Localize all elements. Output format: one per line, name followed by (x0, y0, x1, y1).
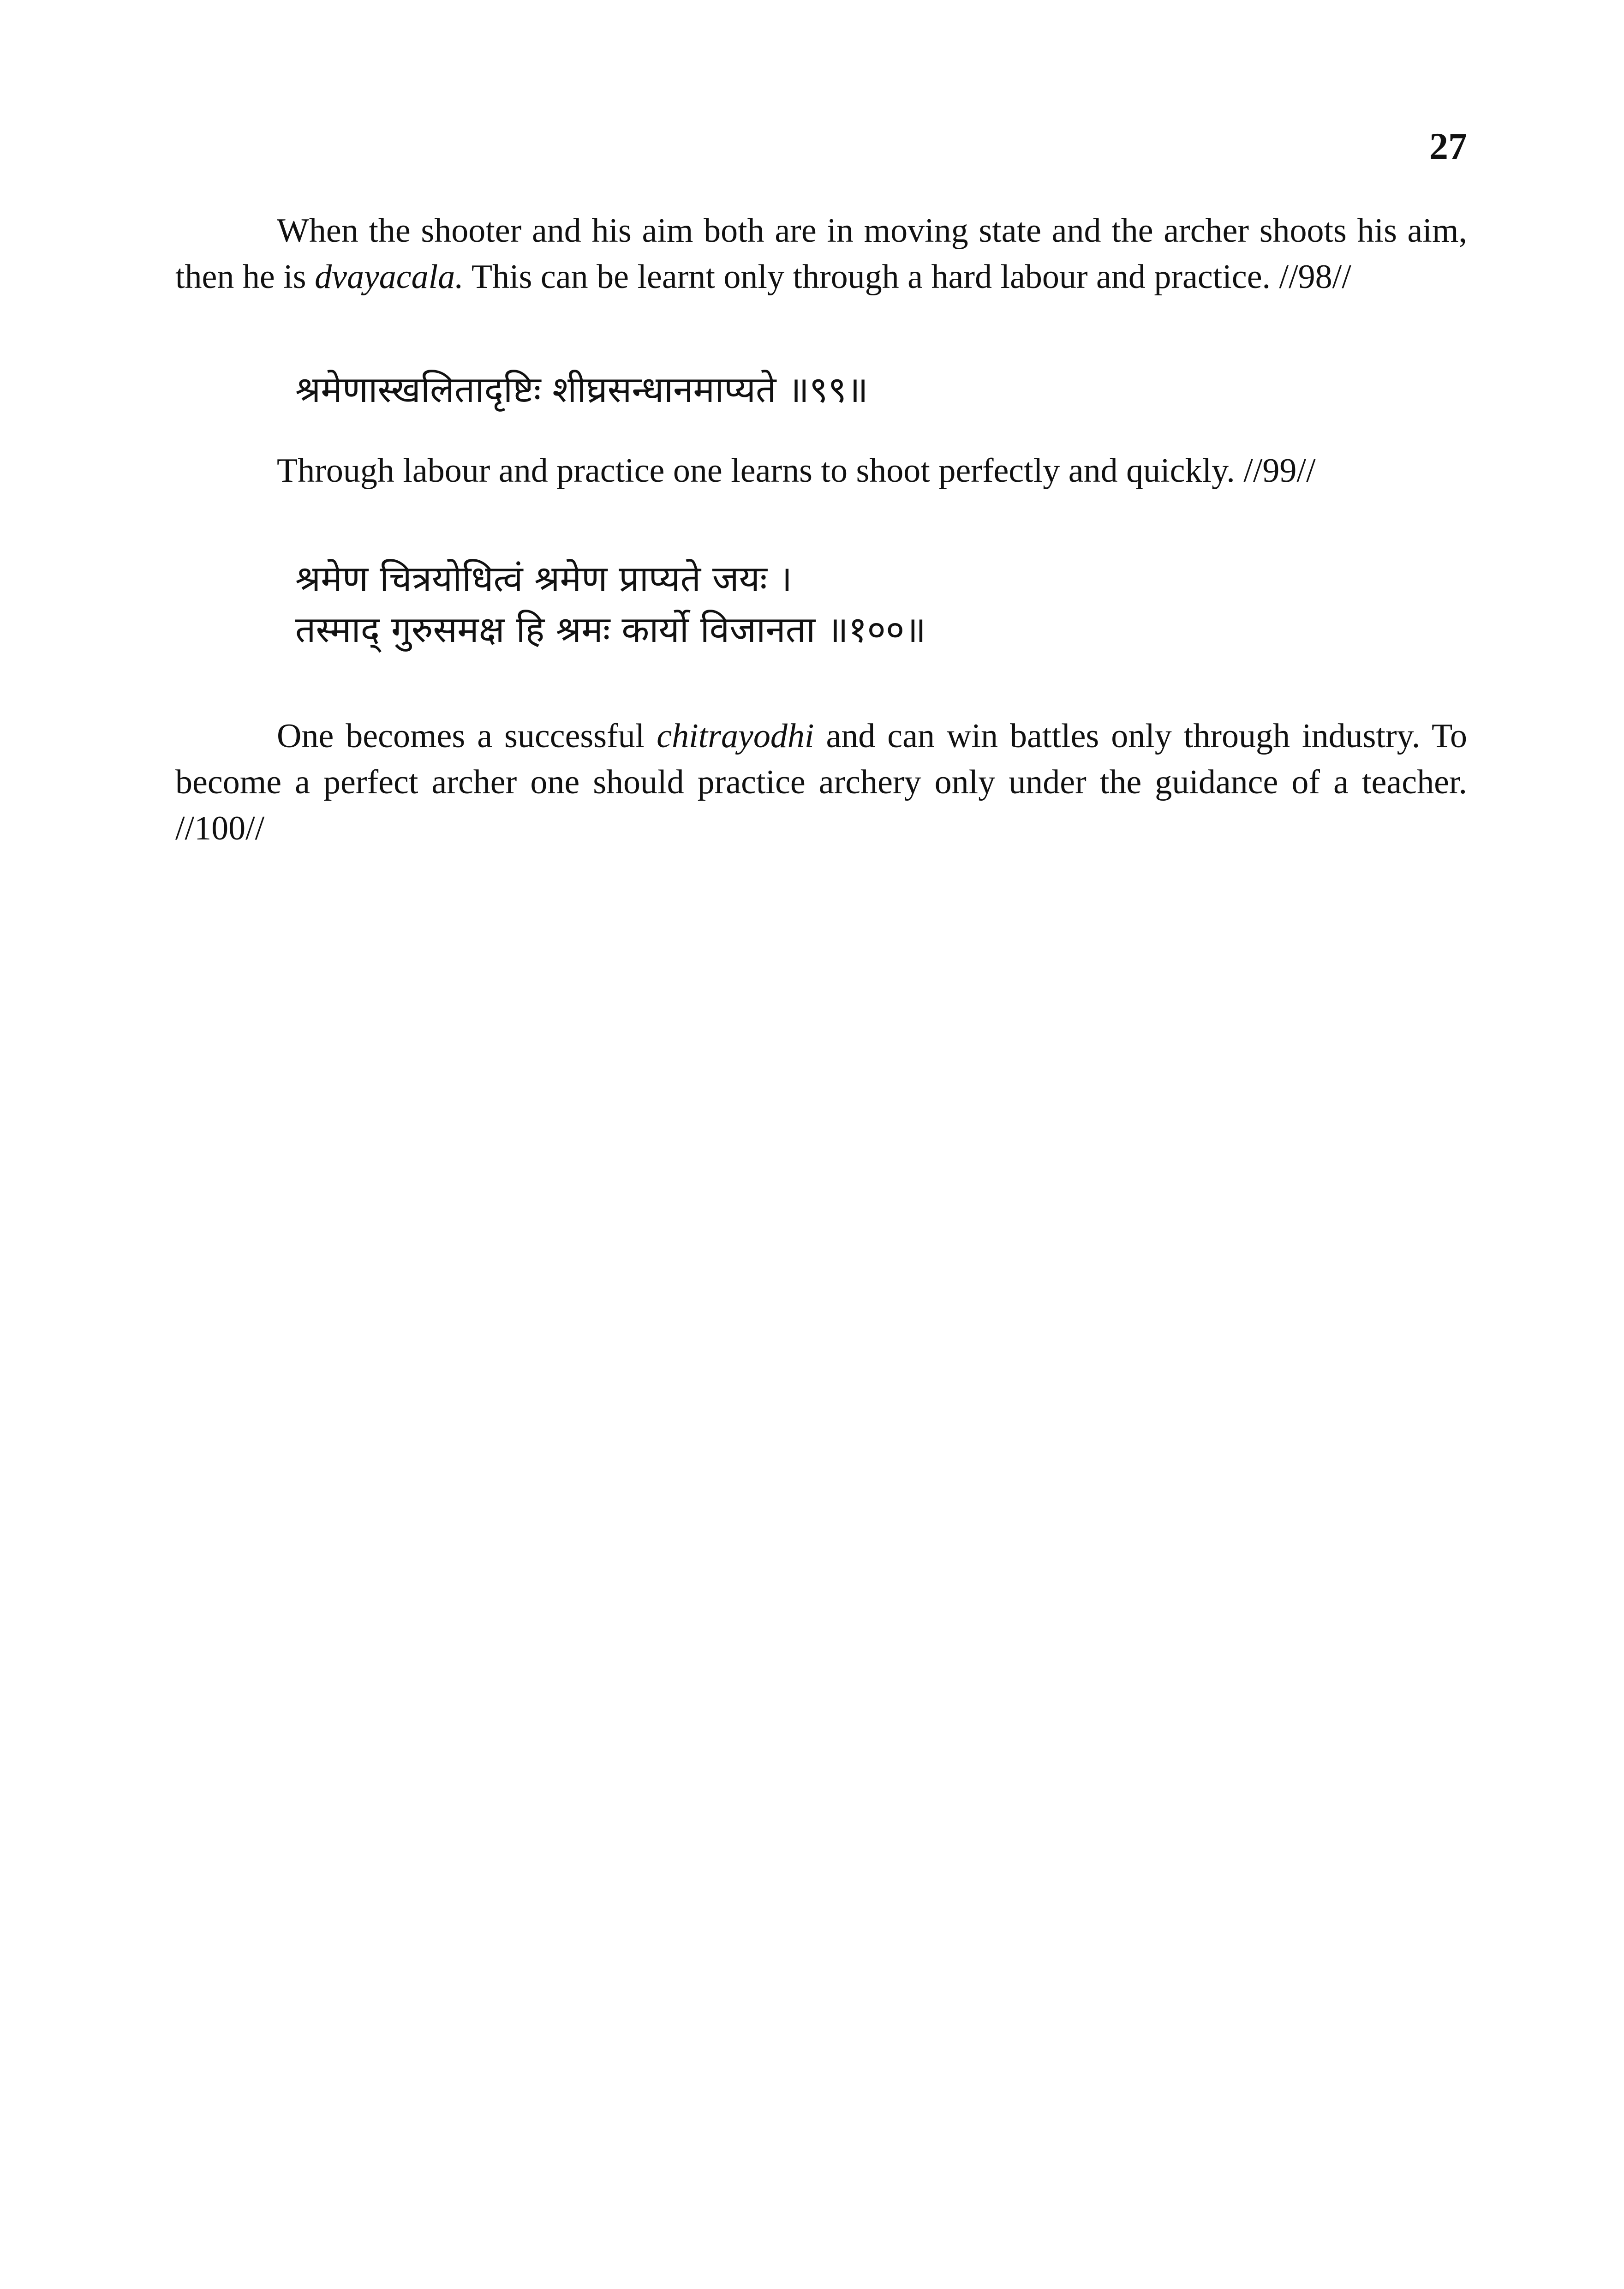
paragraph-98-text-before: When the shooter and his aim both are in moving state and the archer shoots his aim, then he is (175, 212, 1467, 296)
paragraph-99: Through labour and practice one learns to shoot perfectly and quickly. //99// (277, 452, 1316, 490)
paragraph-98 (175, 208, 1467, 300)
verse-100 (295, 554, 1403, 655)
verse-99 (295, 365, 1403, 415)
page-number: 27 (1429, 125, 1467, 167)
paragraph-100-text-after: and can win battles only through industry. To become a perfect archer one should practice archery only under the guidance of a teacher. //100// (175, 717, 1468, 847)
paragraph-98-term: dvayacala. (315, 258, 464, 296)
verse-100-line-2: तस्माद् गुरुसमक्ष हि श्रमः कार्यो विजानता ॥१००॥ (295, 609, 926, 651)
paragraph-98-text-after: This can be learnt only through a hard labour and practice. //98// (463, 258, 1351, 296)
verse-99-line-1: श्रमेणास्खलितादृष्टिः शीघ्रसन्धानमाप्यते ॥९९॥ (295, 369, 868, 411)
paragraph-100 (175, 713, 1467, 851)
paragraph-100-term: chitrayodhi (657, 717, 814, 755)
paragraph-100-text-before: One becomes a successful (277, 717, 657, 755)
verse-100-line-1: श्रमेण चित्रयोधित्वं श्रमेण प्राप्यते जयः । (295, 558, 793, 600)
